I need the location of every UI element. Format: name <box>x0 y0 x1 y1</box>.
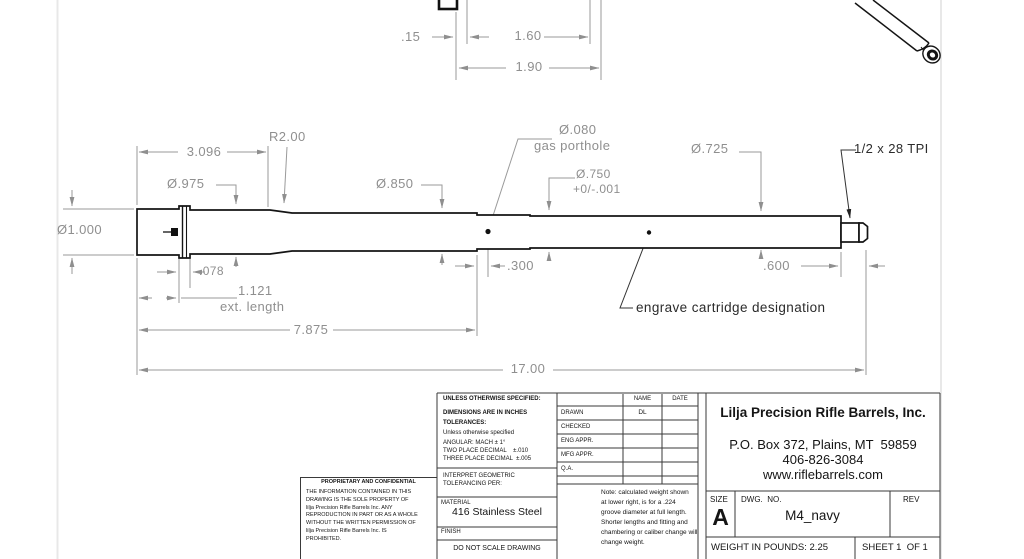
company-address: P.O. Box 372, Plains, MT 59859 <box>729 437 917 452</box>
tolerance-header: UNLESS OTHERWISE SPECIFIED: <box>443 396 541 402</box>
dim-diameter-725: Ø.725 <box>691 141 729 156</box>
proprietary-line5: WITHOUT THE WRITTEN PERMISSION OF <box>306 520 416 527</box>
weight-note-line6: change weight. <box>601 539 645 546</box>
label-muzzle-thread: 1/2 x 28 TPI <box>854 141 929 156</box>
dim-gas-section-length: 1.90 <box>515 59 543 74</box>
dim-flange-width: .078 <box>199 264 224 278</box>
approvals-row-mfg-appr: MFG APPR. <box>561 452 594 458</box>
dim-gas-block-offset: .15 <box>401 29 421 44</box>
finish-label: FINISH <box>441 529 461 535</box>
dim-breech-length: 3.096 <box>186 144 222 159</box>
company-website: www.riflebarrels.com <box>763 467 883 482</box>
tolerance-line-three-place: THREE PLACE DECIMAL ±.005 <box>443 456 532 462</box>
dim-diameter-750-tolerance: +0/-.001 <box>573 182 621 196</box>
size-value: A <box>712 504 729 530</box>
interpret-geometric-line1: INTERPRET GEOMETRIC <box>443 473 515 479</box>
dim-gas-port-distance: 7.875 <box>293 322 329 337</box>
dim-overall-length: 17.00 <box>510 361 546 376</box>
material-label: MATERIAL <box>441 500 471 506</box>
approvals-row-eng-appr: ENG APPR. <box>561 438 594 444</box>
weight-note-line2: at lower right, is for a .224 <box>601 499 676 506</box>
tolerance-line-tolerances: TOLERANCES: <box>443 420 487 426</box>
weight-value: WEIGHT IN POUNDS: 2.25 <box>711 542 829 553</box>
approvals-drawn-name: DL <box>638 409 647 416</box>
engrave-point <box>647 230 651 234</box>
approvals-row-qa: Q.A. <box>561 466 574 472</box>
dim-breech-diameter: Ø1.000 <box>57 222 103 237</box>
material-value: 416 Stainless Steel <box>452 506 542 518</box>
label-engrave-designation: engrave cartridge designation <box>636 300 826 315</box>
approvals-name-header: NAME <box>633 396 652 402</box>
weight-note-line5: chambering or caliber change will <box>601 529 698 536</box>
tolerance-line-unless: Unless otherwise specified <box>443 430 515 436</box>
tolerance-line-two-place: TWO PLACE DECIMAL ±.010 <box>443 448 529 454</box>
weight-note-line4: Shorter lengths and fitting and <box>601 519 688 526</box>
proprietary-line1: THE INFORMATION CONTAINED IN THIS <box>306 489 412 495</box>
approvals-row-drawn: DRAWN <box>561 410 584 416</box>
weight-note-line1: Note: calculated weight shown <box>601 489 689 496</box>
proprietary-title: PROPRIETARY AND CONFIDENTIAL <box>321 479 416 485</box>
approvals-date-header: DATE <box>672 396 688 402</box>
barrel-profile <box>137 206 868 258</box>
index-pin <box>171 228 178 236</box>
gas-port-hole <box>485 229 490 234</box>
dim-diameter-750: Ø.750 <box>576 167 611 181</box>
size-label: SIZE <box>710 495 728 504</box>
dim-ext-length-value: 1.121 <box>238 283 273 298</box>
weight-note-line3: groove diameter at full length. <box>601 509 687 516</box>
approvals-row-checked: CHECKED <box>561 424 591 430</box>
dwg-no-value: M4_navy <box>785 508 840 523</box>
isometric-view <box>855 0 944 66</box>
detail-view-fragment <box>439 0 457 9</box>
dim-gas-port-diameter: Ø.080 <box>559 122 597 137</box>
proprietary-line6: lilja Precision Rifle Barrels Inc. IS <box>306 528 387 534</box>
do-not-scale-note: DO NOT SCALE DRAWING <box>453 545 541 552</box>
proprietary-line7: PROHIBITED. <box>306 535 342 542</box>
dim-port-from-shoulder: .300 <box>507 258 534 273</box>
tolerance-line-units: DIMENSIONS ARE IN INCHES <box>443 410 528 416</box>
interpret-geometric-line2: TOLERANCING PER: <box>443 481 502 487</box>
dim-diameter-975: Ø.975 <box>167 176 205 191</box>
rev-label: REV <box>903 495 920 504</box>
dim-thread-length: .600 <box>763 258 790 273</box>
tolerance-line-angular: ANGULAR: MACH ± 1° <box>443 440 506 446</box>
proprietary-line2: DRAWING IS THE SOLE PROPERTY OF <box>306 496 409 503</box>
dim-ext-length-label: ext. length <box>220 299 285 314</box>
dimension-lines <box>72 37 885 370</box>
company-name: Lilja Precision Rifle Barrels, Inc. <box>720 405 926 420</box>
dim-taper-radius: R2.00 <box>269 129 306 144</box>
dim-gas-journal-length: 1.60 <box>514 28 542 43</box>
sheet-number: SHEET 1 OF 1 <box>862 542 928 553</box>
label-gas-porthole: gas porthole <box>534 138 611 153</box>
company-phone: 406-826-3084 <box>782 452 864 467</box>
proprietary-line4: REPRODUCTION IN PART OR AS A WHOLE <box>306 512 418 519</box>
proprietary-line3: lilja Precision Rifle Barrels Inc. ANY <box>306 504 393 511</box>
dwg-no-label: DWG. NO. <box>741 495 782 504</box>
dim-diameter-850: Ø.850 <box>376 176 414 191</box>
